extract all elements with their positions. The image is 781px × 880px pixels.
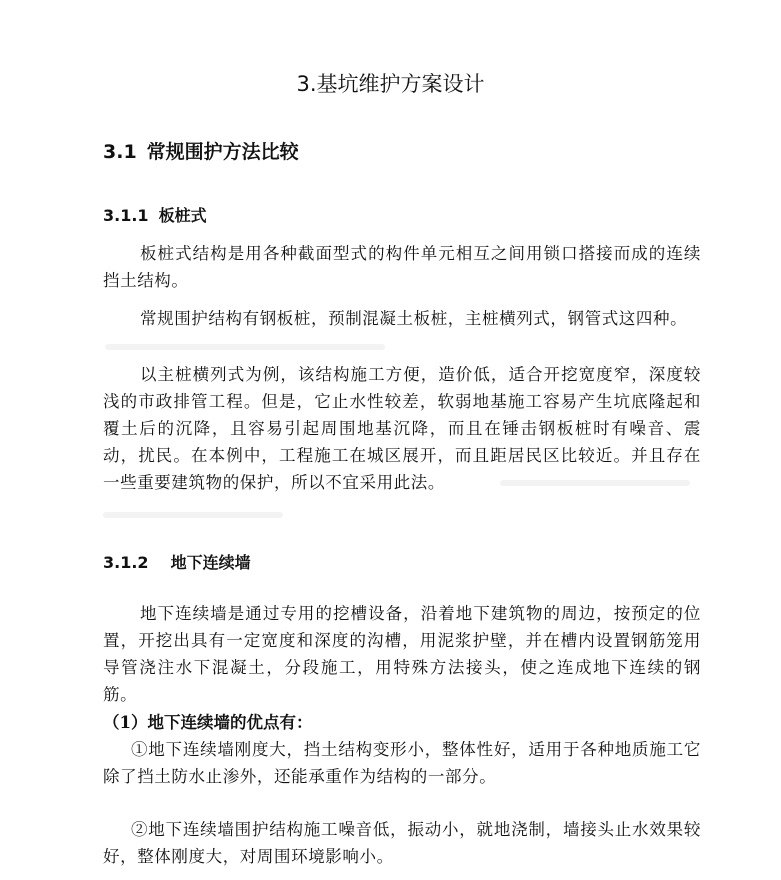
advantage-item: ②地下连续墙围护结构施工噪音低，振动小，就地浇制，墙接头止水效果较好，整体刚度大，对周围环境影响小。 (103, 820, 701, 866)
subsection-title: 地下连续墙 (170, 553, 251, 572)
advantages-heading: （1）地下连续墙的优点有： (103, 713, 313, 732)
subsection-heading-3-1-1 (103, 203, 207, 226)
section-heading (103, 137, 299, 164)
paragraph: 地下连续墙是通过专用的挖槽设备，沿着地下建筑物的周边，按预定的位置，开挖出具有一定宽度和深度的沟槽，用泥浆护壁，并在槽内设置钢筋笼用导管浇注水下混凝土，分段施工，用特殊方法接头，使之连成地下连续的钢筋。 (103, 604, 701, 704)
faint-watermark-line (103, 512, 283, 518)
faint-watermark-line (105, 344, 385, 350)
document-title: 3.基坑维护方案设计 (296, 72, 485, 96)
advantage-item: ①地下连续墙刚度大，挡土结构变形小，整体性好，适用于各种地质施工它除了挡土防水止渗外，还能承重作为结构的一部分。 (103, 740, 701, 786)
section-number: 3.1 (103, 141, 137, 163)
paragraph: 以主桩横列式为例，该结构施工方便，造价低，适合开挖宽度窄，深度较浅的市政排管工程。但是，它止水性较差，软弱地基施工容易产生坑底隆起和覆土后的沉降，且容易引起周围地基沉降，而且在锤击钢板桩时有噪音、震动，扰民。在本例中，工程施工在城区展开，而且距居民区比较近。并且存在一些重要建筑物的保护，所以不宜采用此法。 (103, 365, 701, 492)
subsection-heading-3-1-2 (103, 550, 251, 573)
section-title: 常规围护方法比较 (146, 141, 299, 163)
subsection-number: 3.1.1 (103, 206, 149, 225)
faint-watermark-line (500, 480, 690, 486)
paragraph: 板桩式结构是用各种截面型式的构件单元相互之间用锁口搭接而成的连续挡土结构。 (103, 244, 701, 290)
paragraph: 常规围护结构有钢板桩，预制混凝土板桩，主桩横列式，钢管式这四种。 (140, 309, 688, 328)
subsection-title: 板桩式 (158, 206, 207, 225)
subsection-number: 3.1.2 (103, 553, 149, 572)
